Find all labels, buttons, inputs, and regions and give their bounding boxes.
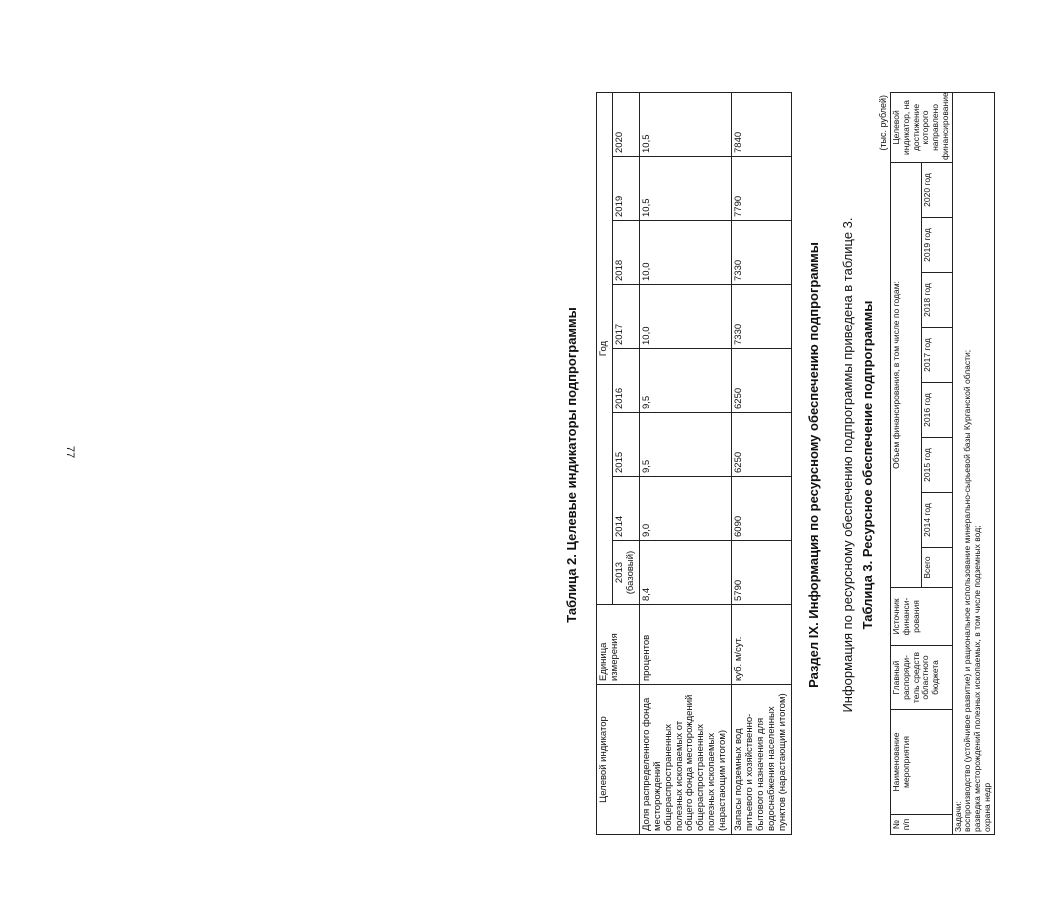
table2-target-indicators [596, 92, 792, 835]
header-year-group: Год [597, 92, 613, 604]
header-year: 2014 [612, 477, 639, 541]
indicator-value: 6250 [732, 349, 792, 413]
header-indicator: Целевой индикатор [597, 685, 640, 835]
indicator-value: 10,0 [639, 285, 731, 349]
indicator-value: 8,4 [639, 541, 731, 605]
indicator-value: 10,5 [639, 92, 731, 156]
header-year: 2020 год [921, 162, 952, 217]
table3-unit-note: (тыс. рублей) [878, 95, 888, 151]
tasks-cell [952, 92, 994, 834]
task-item: воспроизводство (устойчивое развитие) и рациональное использование минерально-сырьевой базы Курганской области; [962, 349, 973, 832]
header-year: 2013 (базовый) [612, 541, 639, 605]
indicator-name: Запасы подземных вод питьевого и хозяйственно-бытового назначения для водоснабжения населенных пунктов (нарастающим итогом) [732, 685, 792, 835]
table-row [639, 92, 731, 834]
table3-title: Таблица 3. Ресурсное обеспечение подпрограммы [860, 300, 875, 630]
indicator-value: 10,5 [639, 157, 731, 221]
indicator-unit: куб. м/сут. [732, 605, 792, 685]
indicator-value: 9,0 [639, 477, 731, 541]
header-year: 2015 [612, 413, 639, 477]
table3-resource-provision [890, 92, 995, 835]
header-target: Целевой индикатор, на достижение которого направлено финансирование [891, 92, 953, 162]
rotated-page-content [560, 65, 1040, 865]
table2-header-row [597, 92, 613, 834]
header-year: 2017 год [921, 328, 952, 383]
header-unit: Единица измерения [597, 605, 640, 685]
indicator-value: 7330 [732, 285, 792, 349]
header-year: 2019 [612, 157, 639, 221]
task-item: охрана недр [981, 782, 992, 832]
header-year: 2016 [612, 349, 639, 413]
task-item: разведка месторождений полезных ископаемых, в том числе подземных вод; [972, 525, 983, 832]
header-num: № п/п [891, 815, 953, 835]
table-row [732, 92, 792, 834]
header-manager: Главный распоряди-тель средств областного бюджета [891, 646, 953, 710]
header-year: 2015 год [921, 438, 952, 493]
indicator-value: 6250 [732, 413, 792, 477]
header-year: 2014 год [921, 493, 952, 548]
table2-title: Таблица 2. Целевые индикаторы подпрограммы [564, 307, 579, 623]
table3-header-row [891, 92, 922, 834]
header-year: 2020 [612, 92, 639, 156]
indicator-name: Доля распределенного фонда месторождений общераспространенных полезных ископаемых от общего фонда месторождений общераспространенных полезных ископаемых (нарастающим итогом) [639, 685, 731, 835]
indicator-value: 9,5 [639, 349, 731, 413]
indicator-value: 7330 [732, 221, 792, 285]
indicator-value: 6090 [732, 477, 792, 541]
header-year: 2017 [612, 285, 639, 349]
section9-paragraph: Информация по ресурсному обеспечению подпрограммы приведена в таблице 3. [840, 217, 855, 713]
indicator-value: 7840 [732, 92, 792, 156]
header-year: 2018 [612, 221, 639, 285]
indicator-value: 9,5 [639, 413, 731, 477]
section9-heading: Раздел IX. Информация по ресурсному обеспечению подпрограммы [806, 242, 821, 688]
header-source: Источник финанси-рования [891, 588, 953, 646]
header-volume: Объем финансирования, в том числе по годам: [891, 162, 922, 587]
indicator-unit: процентов [639, 605, 731, 685]
header-year: 2019 год [921, 218, 952, 273]
header-year: 2018 год [921, 273, 952, 328]
header-name: Наименование мероприятия [891, 710, 953, 815]
tasks-label: Задачи: [952, 801, 963, 832]
page-number: 77 [64, 445, 76, 459]
header-year: 2016 год [921, 383, 952, 438]
indicator-value: 10,0 [639, 221, 731, 285]
header-total: Всего [921, 548, 952, 588]
table-row [952, 92, 994, 834]
indicator-value: 5790 [732, 541, 792, 605]
indicator-value: 7790 [732, 157, 792, 221]
